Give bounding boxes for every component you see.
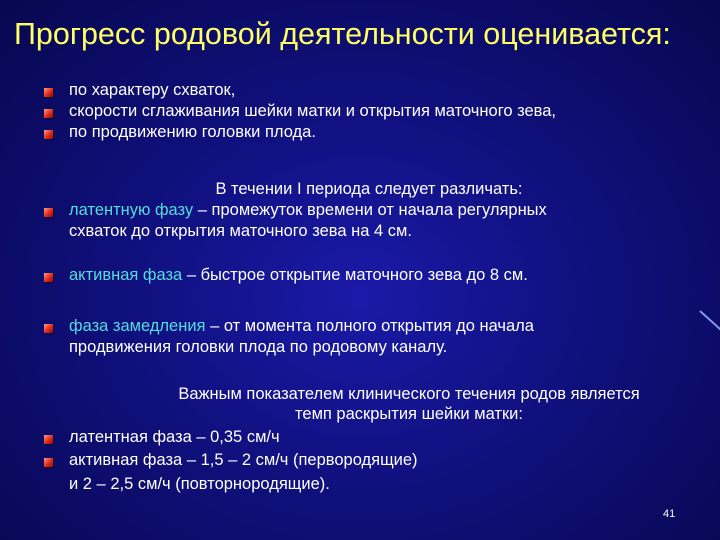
decorative-streak [699, 310, 720, 332]
deceleration-phase-definition [69, 316, 534, 336]
indicator-heading-line1: Важным показателем клинического течения родов является [178, 385, 640, 403]
active-phase-term: активная фаза [69, 266, 183, 284]
deceleration-phase-text: – от момента полного открытия до начала [205, 317, 534, 335]
criterion-dilation: скорости сглаживания шейки матки и открытия маточного зева, [69, 102, 557, 120]
criterion-contractions: по характеру схваток, [69, 81, 236, 99]
latent-phase-continuation: схваток до открытия маточного зева на 4 см. [69, 222, 412, 240]
deceleration-phase-term: фаза замедления [69, 317, 206, 335]
bullet-icon [44, 130, 53, 139]
criterion-head-descent: по продвижению головки плода. [69, 123, 316, 141]
bullet-icon [44, 88, 53, 97]
bullet-icon [44, 273, 53, 282]
slide-title: Прогресс родовой деятельности оценивается: [14, 17, 671, 51]
active-phase-rate-multiparous: и 2 – 2,5 см/ч (повторнородящие). [69, 475, 330, 493]
active-phase-definition [69, 265, 528, 285]
bullet-icon [44, 208, 53, 217]
latent-phase-text: – промежуток времени от начала регулярных [193, 201, 547, 219]
latent-phase-term: латентную фазу [69, 201, 194, 219]
period-heading: В течении I периода следует различать: [215, 180, 523, 198]
latent-phase-definition [69, 200, 547, 220]
indicator-heading-line2: темп раскрытия шейки матки: [295, 405, 523, 423]
bullet-icon [44, 458, 53, 467]
bullet-icon [44, 435, 53, 444]
bullet-icon [44, 324, 53, 333]
active-phase-text: – быстрое открытие маточного зева до 8 см. [182, 266, 528, 284]
page-number: 41 [663, 508, 676, 520]
active-phase-rate: активная фаза – 1,5 – 2 см/ч (первородящие) [69, 451, 418, 469]
latent-phase-rate: латентная фаза – 0,35 см/ч [69, 428, 280, 446]
bullet-icon [44, 109, 53, 118]
deceleration-phase-continuation: продвижения головки плода по родовому каналу. [69, 338, 448, 356]
